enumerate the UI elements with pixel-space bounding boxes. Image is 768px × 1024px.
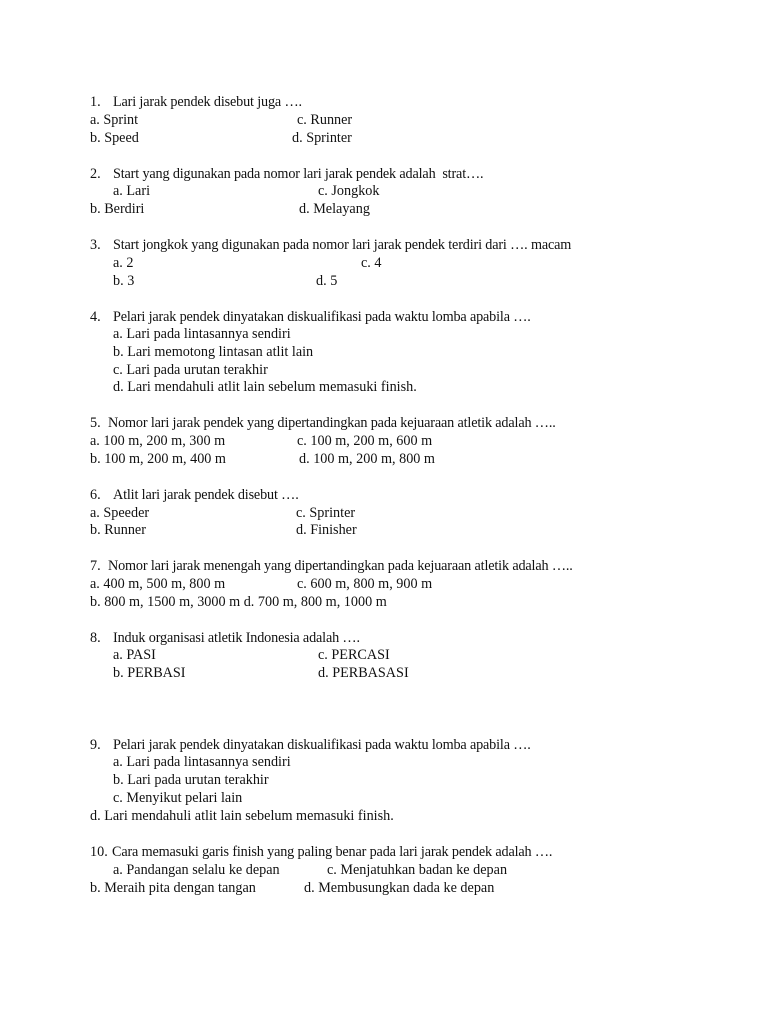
option: a. 400 m, 500 m, 800 m bbox=[90, 576, 226, 592]
question-number: 4. bbox=[90, 309, 101, 325]
question-number: 8. bbox=[90, 630, 101, 646]
option: b. 3 bbox=[113, 273, 135, 289]
option: a. 2 bbox=[113, 255, 134, 271]
option: b. Speed bbox=[90, 130, 139, 146]
question-text: Nomor lari jarak pendek yang dipertandingkan pada kejuaraan atletik adalah ….. bbox=[108, 415, 556, 431]
question-number: 3. bbox=[90, 237, 101, 253]
question-number: 7. bbox=[90, 558, 101, 574]
option: d. PERBASASI bbox=[318, 665, 409, 681]
option: c. Runner bbox=[297, 112, 353, 128]
option: c. Lari pada urutan terakhir bbox=[113, 362, 268, 378]
option: d. Finisher bbox=[296, 522, 357, 538]
option: b. Berdiri bbox=[90, 201, 145, 217]
option: b. Runner bbox=[90, 522, 146, 538]
question-number: 5. bbox=[90, 415, 101, 431]
question-number: 2. bbox=[90, 166, 101, 182]
question-text: Lari jarak pendek disebut juga …. bbox=[113, 94, 302, 110]
option: a. 100 m, 200 m, 300 m bbox=[90, 433, 226, 449]
question-text: Cara memasuki garis finish yang paling benar pada lari jarak pendek adalah …. bbox=[112, 844, 553, 860]
option: d. 5 bbox=[316, 273, 338, 289]
option: d. Sprinter bbox=[292, 130, 352, 146]
option: c. 600 m, 800 m, 900 m bbox=[297, 576, 433, 592]
option: c. Menyikut pelari lain bbox=[113, 790, 243, 806]
option: d. Lari mendahuli atlit lain sebelum memasuki finish. bbox=[113, 379, 417, 395]
option: a. Lari pada lintasannya sendiri bbox=[113, 754, 291, 770]
question-text: Start jongkok yang digunakan pada nomor lari jarak pendek terdiri dari …. macam bbox=[113, 237, 572, 253]
option: b. Lari pada urutan terakhir bbox=[113, 772, 269, 788]
option: a. Pandangan selalu ke depan bbox=[113, 862, 280, 878]
option: c. Jongkok bbox=[318, 183, 380, 199]
question-text: Pelari jarak pendek dinyatakan diskualifikasi pada waktu lomba apabila …. bbox=[113, 737, 531, 753]
option: b. 100 m, 200 m, 400 m bbox=[90, 451, 226, 467]
question-number: 6. bbox=[90, 487, 101, 503]
option: a. Lari bbox=[113, 183, 151, 199]
option: d. Membusungkan dada ke depan bbox=[304, 880, 495, 896]
option: c. PERCASI bbox=[318, 647, 390, 663]
option: a. Lari pada lintasannya sendiri bbox=[113, 326, 291, 342]
question-text: Nomor lari jarak menengah yang dipertandingkan pada kejuaraan atletik adalah ….. bbox=[108, 558, 573, 574]
option: c. Menjatuhkan badan ke depan bbox=[327, 862, 508, 878]
option: d. 100 m, 200 m, 800 m bbox=[299, 451, 435, 467]
option: d. Melayang bbox=[299, 201, 370, 217]
option: c. Sprinter bbox=[296, 505, 356, 521]
option: d. Lari mendahuli atlit lain sebelum memasuki finish. bbox=[90, 808, 394, 824]
question-number: 1. bbox=[90, 94, 101, 110]
option: a. PASI bbox=[113, 647, 156, 663]
option: b. Lari memotong lintasan atlit lain bbox=[113, 344, 314, 360]
question-text: Pelari jarak pendek dinyatakan diskualifikasi pada waktu lomba apabila …. bbox=[113, 309, 531, 325]
option: b. PERBASI bbox=[113, 665, 186, 681]
option: a. Speeder bbox=[90, 505, 150, 521]
option: b. Meraih pita dengan tangan bbox=[90, 880, 256, 896]
option: c. 100 m, 200 m, 600 m bbox=[297, 433, 433, 449]
option: a. Sprint bbox=[90, 112, 139, 128]
option: b. 800 m, 1500 m, 3000 m d. 700 m, 800 m, 1000 m bbox=[90, 594, 387, 610]
option: c. 4 bbox=[361, 255, 382, 271]
question-number: 10. bbox=[90, 844, 108, 860]
question-text: Start yang digunakan pada nomor lari jarak pendek adalah strat…. bbox=[113, 166, 484, 182]
question-text: Atlit lari jarak pendek disebut …. bbox=[113, 487, 299, 503]
question-text: Induk organisasi atletik Indonesia adalah …. bbox=[113, 630, 360, 646]
question-number: 9. bbox=[90, 737, 101, 753]
